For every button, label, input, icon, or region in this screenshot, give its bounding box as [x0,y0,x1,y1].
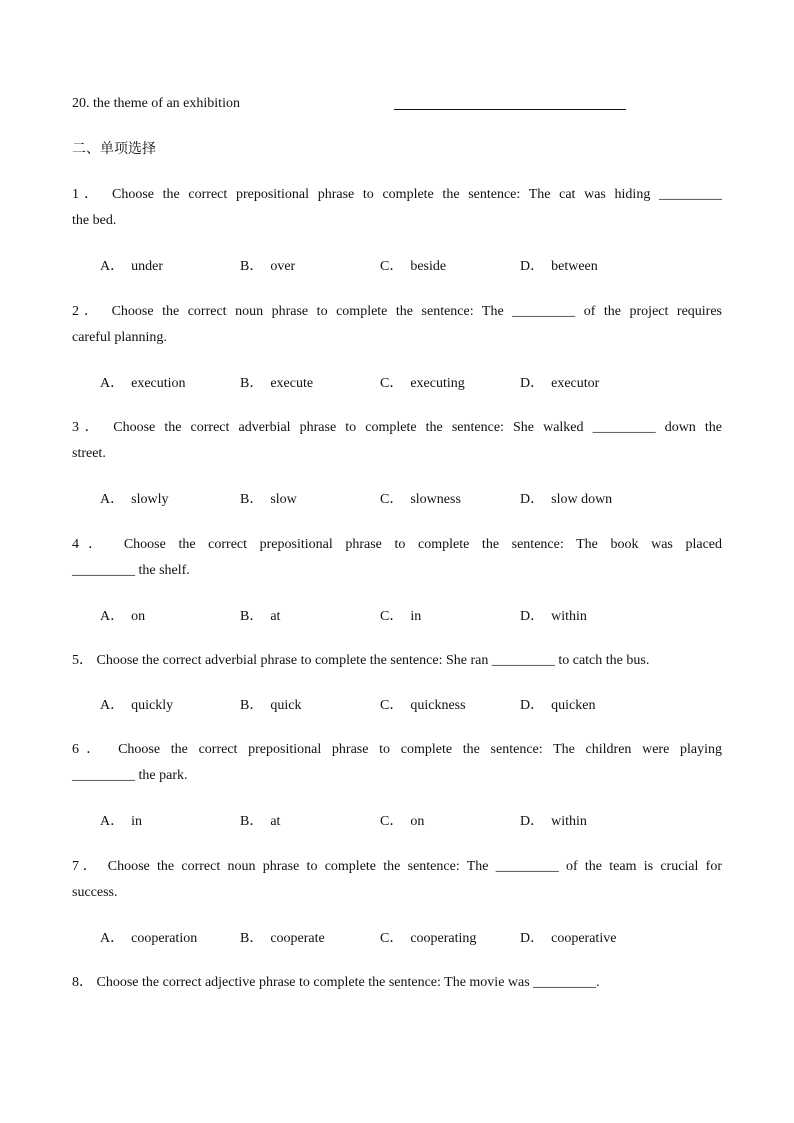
option-c[interactable] [380,488,461,508]
option-c[interactable] [380,372,465,392]
option-text: quick [270,698,302,713]
option-letter: A． [100,698,125,713]
option-letter: D． [520,259,545,274]
section-title: 二、单项选择 [72,141,156,157]
option-text: quicken [551,698,596,713]
option-text: cooperate [270,931,325,946]
option-text: at [270,814,281,829]
option-text: in [131,814,143,829]
option-letter: A． [100,376,125,391]
option-a[interactable] [100,605,145,625]
option-b[interactable] [240,810,280,830]
option-letter: D． [520,609,545,624]
item-20-text: 20. the theme of an exhibition [72,96,240,111]
option-b[interactable] [240,694,301,714]
option-c[interactable] [380,694,466,714]
option-d[interactable] [520,488,612,508]
option-letter: D． [520,931,545,946]
question-6-line2: _________ the park. [72,768,188,783]
question-2-line2: careful planning. [72,330,167,345]
option-c[interactable] [380,605,421,625]
option-text: cooperation [131,931,198,946]
option-d[interactable] [520,810,587,830]
option-text: on [410,814,425,829]
option-d[interactable] [520,255,598,275]
item-20 [72,96,240,112]
option-letter: C． [380,698,404,713]
question-6-line1: 6． Choose the correct prepositional phrase to complete the sentence: The children were playing [72,742,722,757]
option-text: at [270,609,281,624]
option-a[interactable] [100,488,168,508]
option-text: executor [551,376,600,391]
question-7-line2: success. [72,885,118,900]
option-text: quickly [131,698,174,713]
option-c[interactable] [380,255,446,275]
question-8-line1: 8． Choose the correct adjective phrase to complete the sentence: The movie was _________. [72,975,600,990]
option-text: over [270,259,296,274]
option-letter: B． [240,814,264,829]
option-c[interactable] [380,927,476,947]
option-c[interactable] [380,810,424,830]
option-b[interactable] [240,488,297,508]
question-5-line1: 5． Choose the correct adverbial phrase to complete the sentence: She ran _________ to catch the bus. [72,653,650,668]
option-text: executing [410,376,465,391]
option-letter: C． [380,492,404,507]
option-letter: D． [520,376,545,391]
option-a[interactable] [100,694,173,714]
option-letter: C． [380,376,404,391]
option-text: beside [410,259,447,274]
option-letter: C． [380,814,404,829]
option-a[interactable] [100,927,197,947]
option-b[interactable] [240,255,295,275]
option-a[interactable] [100,255,163,275]
option-d[interactable] [520,694,595,714]
option-b[interactable] [240,927,325,947]
option-b[interactable] [240,605,280,625]
item-20-answer-blank [394,109,626,110]
option-text: execution [131,376,186,391]
option-letter: B． [240,259,264,274]
question-2-line1: 2． Choose the correct noun phrase to complete the sentence: The _________ of the project requires [72,304,722,319]
question-1-line1: 1． Choose the correct prepositional phrase to complete the sentence: The cat was hiding _________ [72,187,722,202]
option-text: between [551,259,598,274]
option-letter: A． [100,492,125,507]
option-a[interactable] [100,810,142,830]
option-letter: B． [240,492,264,507]
option-a[interactable] [100,372,186,392]
option-b[interactable] [240,372,313,392]
option-text: execute [270,376,314,391]
option-letter: A． [100,814,125,829]
option-letter: A． [100,259,125,274]
option-letter: B． [240,698,264,713]
option-text: under [131,259,164,274]
option-text: slow [270,492,297,507]
option-letter: B． [240,609,264,624]
option-text: quickness [410,698,466,713]
question-4-line1: 4． Choose the correct prepositional phrase to complete the sentence: The book was placed [72,537,722,552]
option-d[interactable] [520,605,587,625]
question-3-line1: 3． Choose the correct adverbial phrase to complete the sentence: She walked _________ down the [72,420,722,435]
option-letter: A． [100,609,125,624]
question-3-line2: street. [72,446,106,461]
option-letter: C． [380,609,404,624]
option-letter: C． [380,259,404,274]
option-text: slowness [410,492,461,507]
option-d[interactable] [520,372,599,392]
option-text: on [131,609,146,624]
option-d[interactable] [520,927,616,947]
option-text: cooperating [410,931,477,946]
option-letter: C． [380,931,404,946]
option-letter: B． [240,931,264,946]
option-letter: B． [240,376,264,391]
option-text: within [551,609,587,624]
option-letter: D． [520,492,545,507]
question-1-line2: the bed. [72,213,117,228]
option-text: slowly [131,492,169,507]
question-7-line1: 7． Choose the correct noun phrase to complete the sentence: The _________ of the team is crucial for [72,859,722,874]
question-4-line2: _________ the shelf. [72,563,190,578]
option-letter: D． [520,698,545,713]
option-text: in [410,609,422,624]
option-letter: A． [100,931,125,946]
option-text: within [551,814,587,829]
option-text: slow down [551,492,613,507]
option-letter: D． [520,814,545,829]
option-text: cooperative [551,931,617,946]
